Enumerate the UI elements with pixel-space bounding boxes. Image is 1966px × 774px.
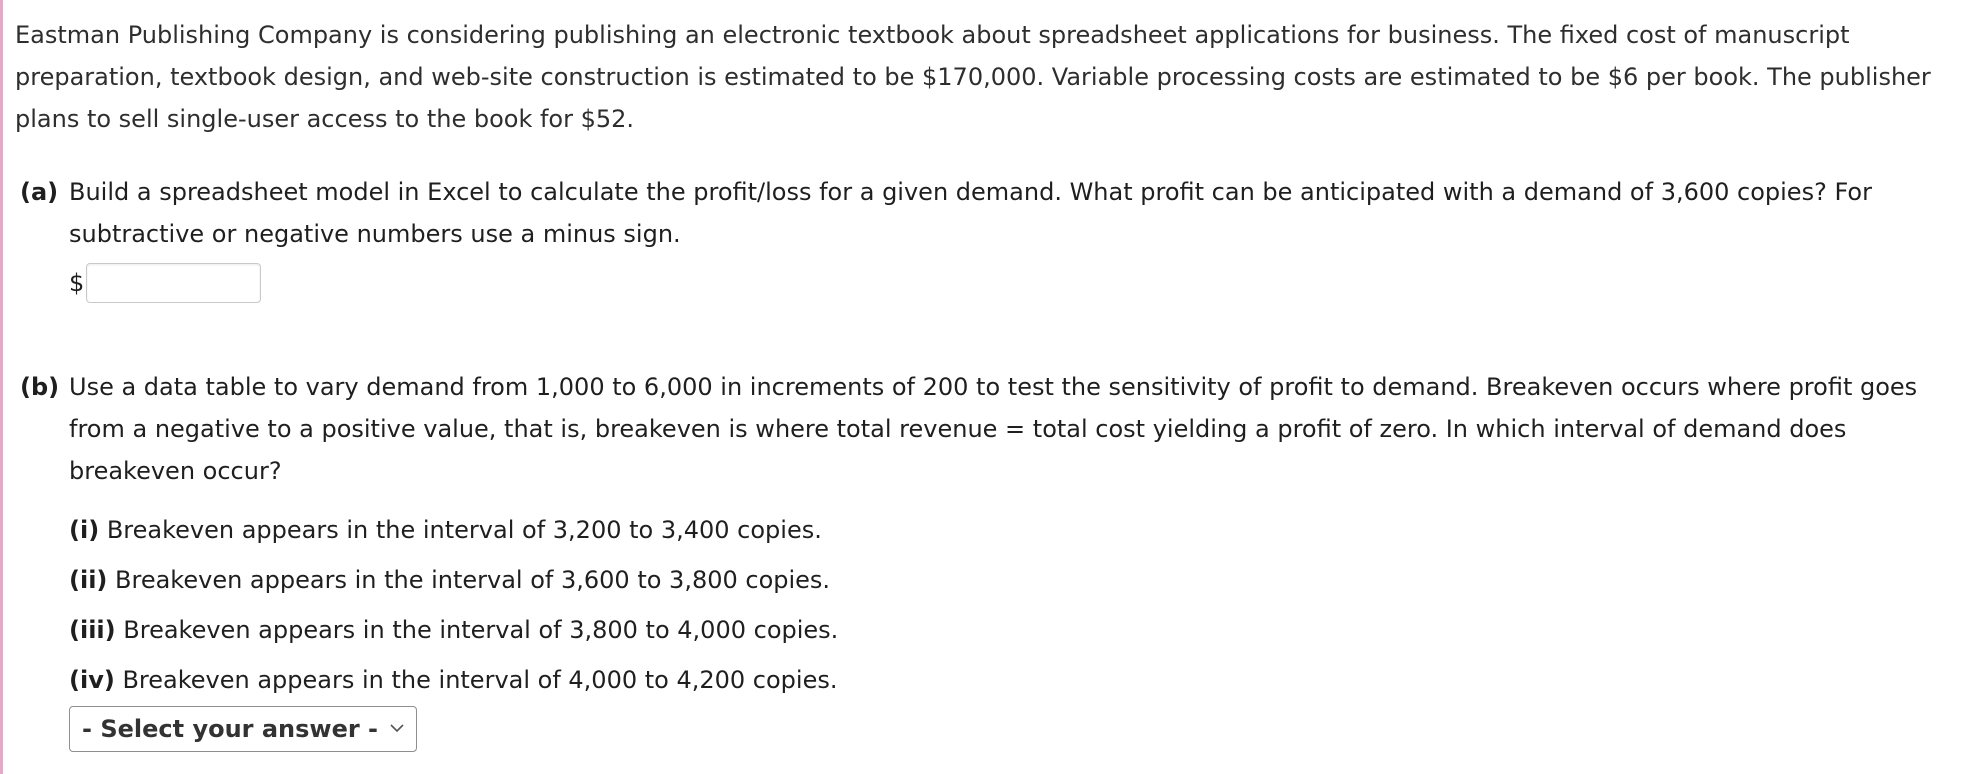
part-a-answer-row (69, 261, 261, 305)
option-text: Breakeven appears in the interval of 3,800 to 4,000 copies. (123, 616, 839, 644)
option-text: Breakeven appears in the interval of 3,200 to 3,400 copies. (106, 516, 822, 544)
option-iv (69, 655, 838, 705)
option-text: Breakeven appears in the interval of 4,000 to 4,200 copies. (122, 666, 838, 694)
option-iii (69, 605, 838, 655)
part-b-marker: (b) (20, 373, 60, 401)
answer-select-dropdown[interactable] (69, 706, 417, 752)
part-a-question: Build a spreadsheet model in Excel to calculate the profit/loss for a given demand. What profit can be anticipated with a demand of 3,600 copies? For subtractive or negative numbers use a minus sign. (69, 178, 1872, 248)
problem-intro: Eastman Publishing Company is considering publishing an electronic textbook about spreadsheet applications for business. The fixed cost of manuscript preparation, textbook design, and web-site construction is estimated to be $170,000. Variable processing costs are estimated to be $6 per book. The publisher plans to sell single-user access to the book for $52. (15, 21, 1931, 133)
option-number: (iv) (69, 666, 115, 694)
breakeven-options (69, 505, 838, 705)
option-number: (ii) (69, 566, 108, 594)
option-number: (i) (69, 516, 100, 544)
part-a-marker: (a) (20, 178, 59, 206)
left-accent-bar (0, 0, 3, 774)
option-number: (iii) (69, 616, 116, 644)
select-label: - Select your answer - (82, 715, 379, 743)
part-b-question: Use a data table to vary demand from 1,000 to 6,000 in increments of 200 to test the sensitivity of profit to demand. Breakeven occurs where profit goes from a negative to a positive value, that is, breakeven is where total revenue = total cost yielding a profit of zero. In which interval of demand does breakeven occur? (69, 373, 1918, 485)
option-text: Breakeven appears in the interval of 3,600 to 3,800 copies. (115, 566, 831, 594)
profit-answer-input[interactable] (86, 263, 261, 303)
option-i (69, 505, 838, 555)
chevron-down-icon (388, 719, 406, 737)
currency-symbol: $ (69, 269, 85, 297)
option-ii (69, 555, 838, 605)
part-a (20, 171, 1950, 255)
part-b (20, 366, 1950, 492)
